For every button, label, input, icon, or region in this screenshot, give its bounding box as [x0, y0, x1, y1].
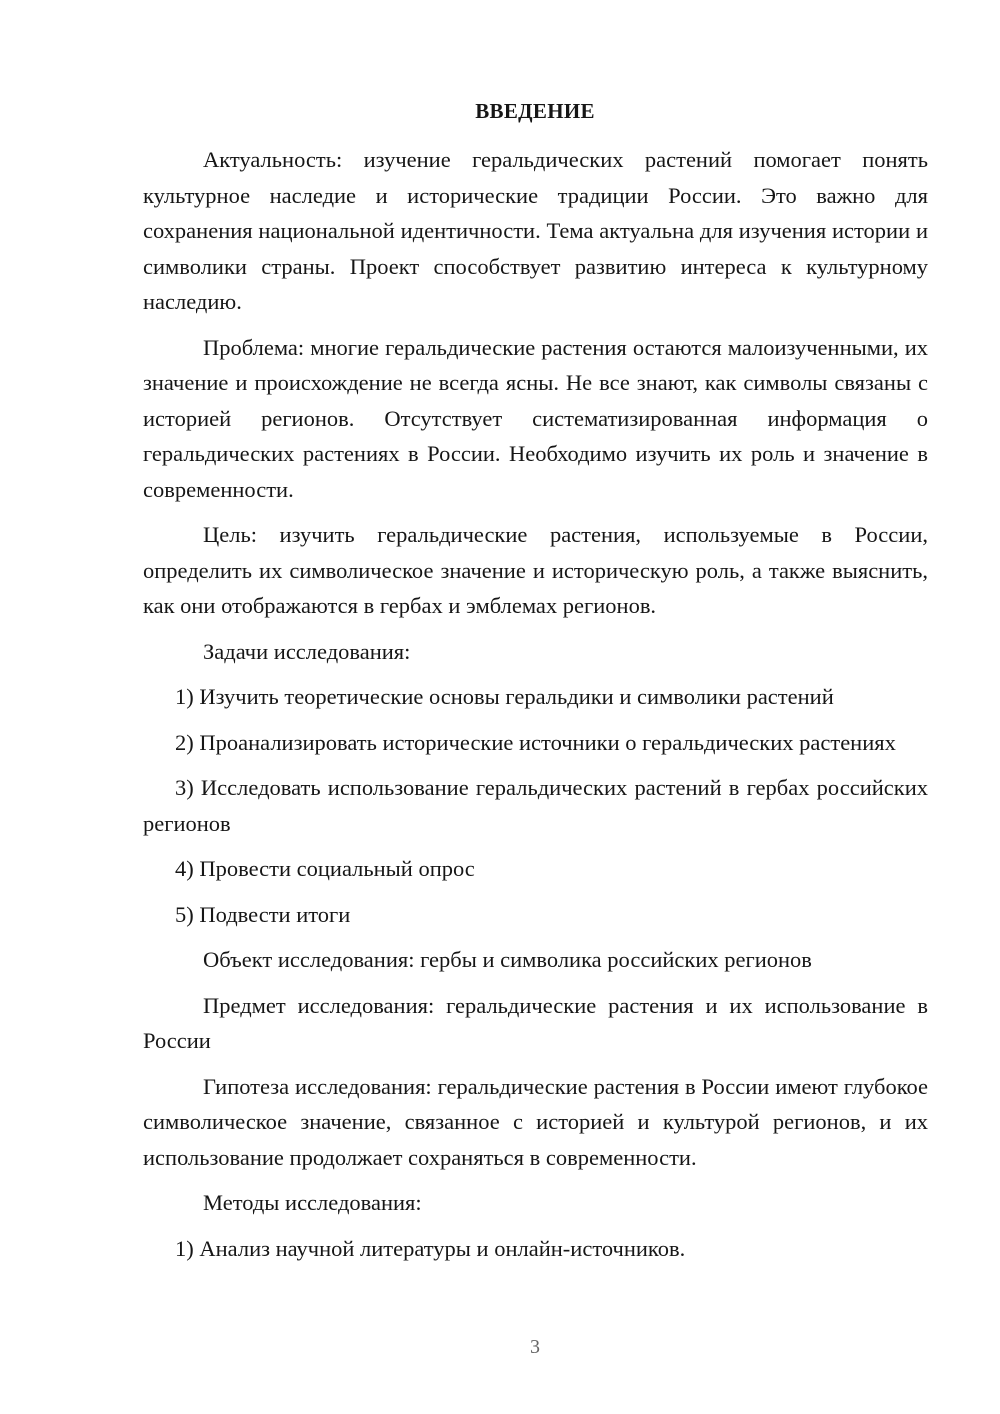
task-item-3: 3) Исследовать использование геральдических растений в гербах российских регионов — [143, 775, 928, 836]
relevance-paragraph: Актуальность: изучение геральдических растений помогает понять культурное наследие и исторические традиции России. Это важно для сохранения национальной идентичности. Тема актуальна для изучения истории и символики страны. Проект способствует развитию интереса к культурному наследию. — [143, 147, 928, 314]
section-heading: ВВЕДЕНИЕ — [475, 99, 595, 123]
task-item-4: 4) Провести социальный опрос — [175, 856, 475, 881]
research-hypothesis: Гипотеза исследования: геральдические растения в России имеют глубокое символическое значение, связанное с историей и культурой регионов, и их использование продолжает сохраняться в современности. — [143, 1073, 928, 1170]
task-item-5: 5) Подвести итоги — [175, 901, 351, 927]
document-body — [143, 142, 928, 1266]
page-number: 3 — [530, 1336, 540, 1358]
tasks-title: Задачи исследования: — [203, 638, 411, 664]
goal-paragraph: Цель: изучить геральдические растения, используемые в России, определить их символическое значение и историческую роль, а также выяснить, как они отображаются в гербах и эмблемах регионов. — [143, 522, 928, 618]
methods-title: Методы исследования: — [203, 1190, 422, 1215]
problem-paragraph: Проблема: многие геральдические растения остаются малоизученными, их значение и происхождение не всегда ясны. Не все знают, как символы связаны с историей регионов. Отсутствует систематизированная информация о геральдических растениях в России. Необходимо изучить их роль и значение в современности. — [143, 334, 928, 502]
method-item-1: 1) Анализ научной литературы и онлайн-источников. — [175, 1235, 686, 1261]
research-object: Объект исследования: гербы и символика российских регионов — [203, 947, 812, 972]
task-item-2: 2) Проанализировать исторические источники о геральдических растениях — [175, 729, 896, 755]
research-subject: Предмет исследования: геральдические растения и их использование в России — [143, 992, 928, 1053]
task-item-1: 1) Изучить теоретические основы геральдики и символики растений — [175, 684, 834, 709]
